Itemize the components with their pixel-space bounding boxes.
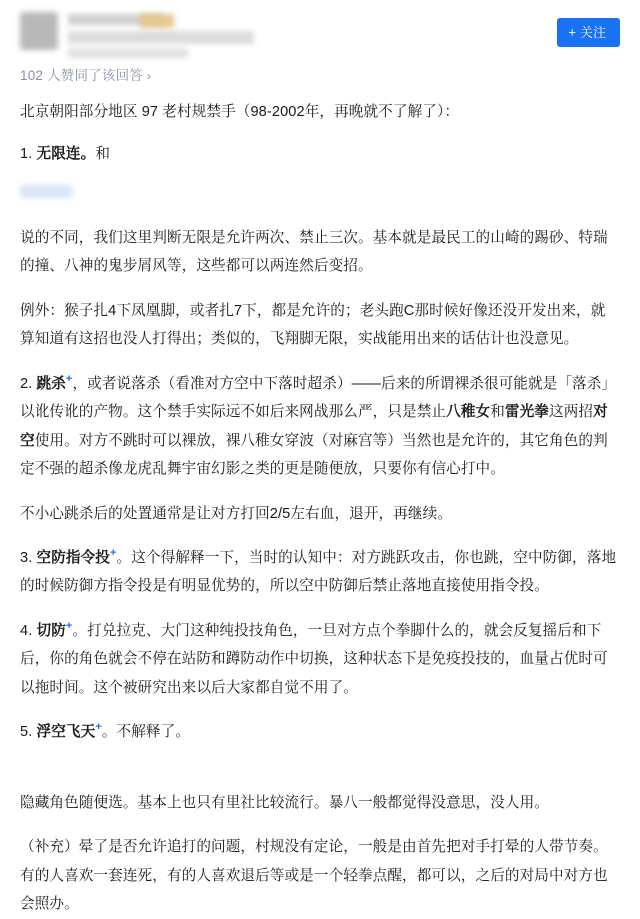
item-2-join: 和 [490,404,505,421]
paragraph-exception: 例外：猴子扎4下凤凰脚，或者扎7下，都是允许的；老头跑C那时候好像还没开发出来，就算知道有这招也没人打得出；类似的，飞翔脚无限，实战能用出来的话估计也没意见。 [20,302,606,348]
paragraph-no-limit: 说的不同，我们这里判断无限是允许两次、禁止三次。基本就是最民工的山崎的踢砂、特瑞的撞、八神的鬼步屑风等，这些都可以两连然后变招。 [20,229,608,275]
item-4-title: 切防 [36,622,66,639]
item-2-keyword-3: 对空 [20,404,608,449]
paragraph-gap [20,763,620,789]
follow-button-label: 关注 [579,25,606,40]
list-item-2 [20,370,620,484]
item-1-title: 无限连。 [36,146,96,163]
chevron-right-icon: › [146,69,152,83]
item-5-title: 浮空飞天 [36,724,96,741]
item-1-number: 1. [20,146,37,163]
item-3-sup: + [110,547,117,560]
answer-content [0,84,640,919]
paragraph-supplement: （补充）晕了是否允许追打的问题，村规没有定论，一般是由首先把对手打晕的人带节奏。有的人喜欢一套连死，有的人喜欢退后等或是一个轻拳点醒，都可以，之后的对局中对方也会照办。 [20,839,608,913]
author-bio-redacted-2 [68,48,188,58]
paragraph-intro: 北京朝阳部分地区 97 老村规禁手（98-2002年，再晚就不了解了）： [20,104,460,120]
item-2-sup: + [65,372,73,385]
voters-line[interactable] [0,56,640,84]
author-badge-redacted [140,14,174,28]
list-item-3 [20,544,620,601]
paragraph-jump-after: 不小心跳杀后的处置通常是让对方打回2/5左右血，退开，再继续。 [20,505,453,522]
item-3-title: 空防指令投 [36,549,111,566]
item-2-text-tail: 使用。对方不跳时可以裸放，裸八稚女穿波（对麻宫等）当然也是允许的，其它角色的判定不强的超杀像龙虎乱舞宇宙幻影之类的更是随便放，只要你有信心打中。 [20,432,608,478]
voters-text: 102 人赞同了该回答 [20,68,143,83]
item-5-number: 5. [20,724,37,741]
item-3-number: 3. [20,549,37,566]
avatar[interactable] [20,12,58,50]
list-item-1 [20,140,620,168]
list-item-4 [20,617,620,702]
item-2-number: 2. [20,375,37,392]
follow-button[interactable] [557,18,620,47]
list-item-5 [20,718,620,746]
item-2-keyword-2: 雷光拳 [504,404,550,421]
item-2-title: 跳杀 [36,375,66,392]
author-header [0,0,640,56]
paragraph-hidden-chars: 隐藏角色随便选。基本上也只有里社比较流行。暴八一般都觉得没意思，没人用。 [20,794,549,811]
item-2-text-3: 这两招 [549,404,594,421]
redacted-text-block [20,185,72,198]
item-5-sup: + [95,721,102,734]
plus-icon: + [568,24,576,40]
item-5-text: 。不解释了。 [101,724,191,741]
item-4-sup: + [65,620,73,633]
item-2-keyword-1: 八稚女 [446,404,491,421]
item-4-text: 。打兑拉克、大门这种纯投技角色，一旦对方点个拳脚什么的，就会反复摇后和下后，你的角色就会不停在站防和蹲防动作中切换，这种状态下是免疫投技的，血量占优时可以拖时间。这个被研究出来以后大家都自觉不用了。 [20,622,608,696]
item-3-text: 。这个得解释一下，当时的认知中：对方跳跃攻击，你也跳，空中防御，落地的时候防御方指令投是有明显优势的，所以空中防御后禁止落地直接使用指令投。 [20,549,617,595]
item-4-number: 4. [20,622,37,639]
item-2-text: ，或者说落杀（看准对方空中下落时超杀）——后来的所谓裸杀很可能就是「落杀」以讹传讹的产物。这个禁手实际远不如后来网战那么严，只是禁止 [20,375,617,421]
author-bio-redacted [68,31,254,44]
item-1-text: 和 [95,146,111,163]
